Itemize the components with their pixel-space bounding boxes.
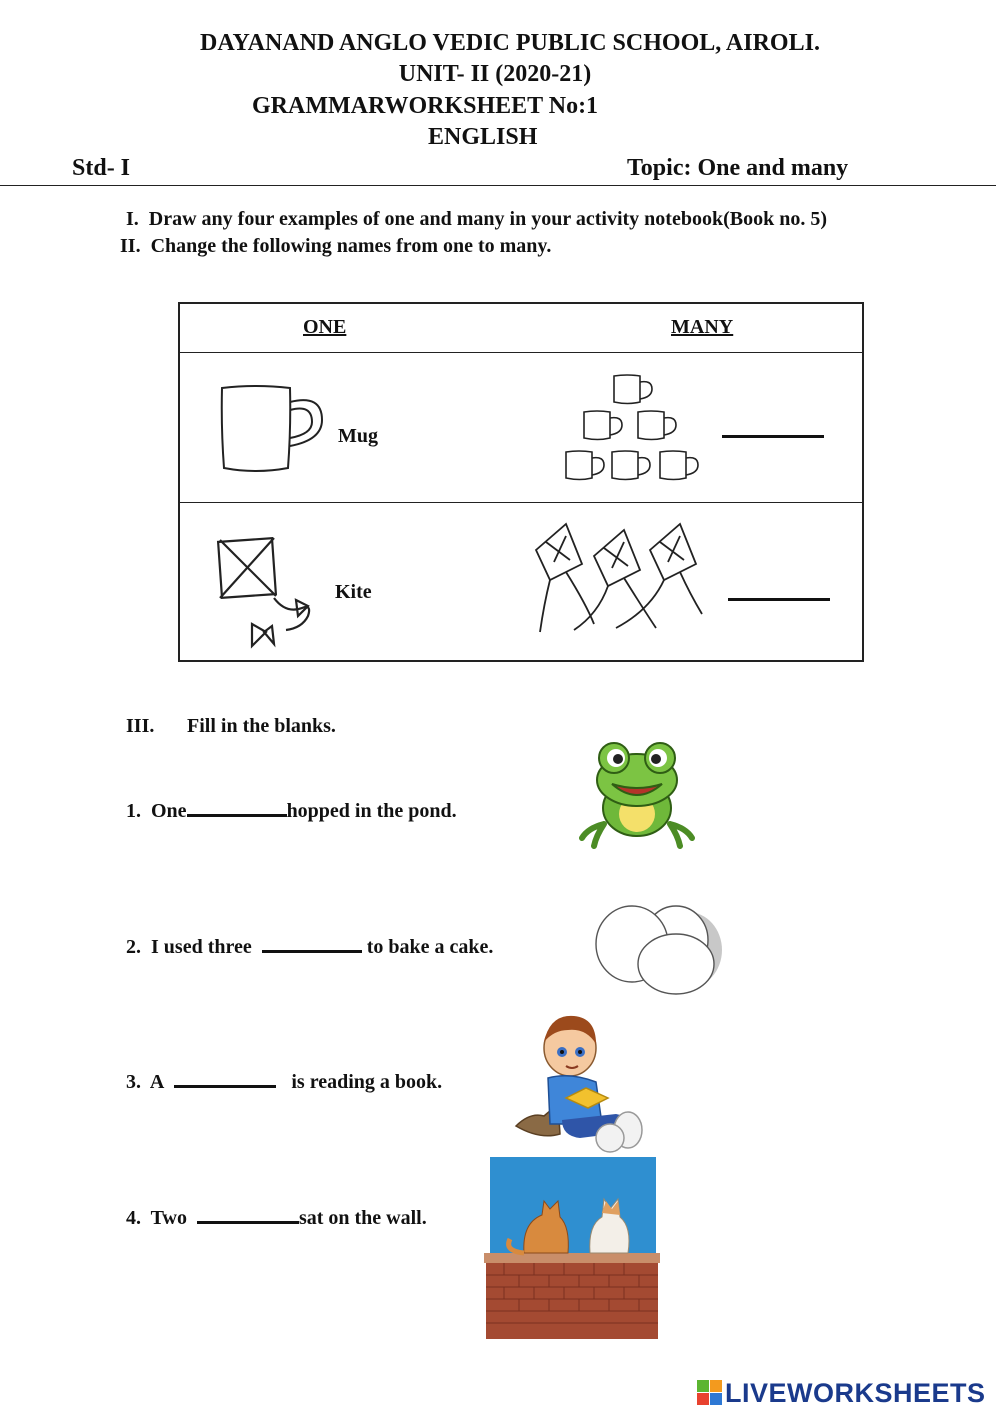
question-3-num: 3.	[126, 1071, 141, 1093]
question-2-num: 2.	[126, 936, 141, 958]
subject-label: ENGLISH	[428, 124, 538, 150]
instruction-2-text: Change the following names from one to many.	[150, 235, 552, 257]
kite-icon	[216, 536, 326, 650]
section3-num: III.	[126, 715, 155, 737]
table-header-line	[180, 352, 864, 353]
instruction-1-text: Draw any four examples of one and many in your activity notebook(Book no. 5)	[148, 208, 827, 230]
topic-label: Topic: One and many	[627, 155, 849, 181]
question-2-after: to bake a cake.	[366, 936, 494, 958]
worksheet-title: GRAMMARWORKSHEET No:1	[252, 93, 599, 119]
unit-label: UNIT- II (2020-21)	[398, 61, 592, 87]
many-kites-icon	[510, 520, 710, 642]
header-divider	[0, 185, 996, 186]
question-3-blank[interactable]	[174, 1067, 276, 1088]
question-2	[126, 932, 493, 959]
cats-on-wall-icon	[484, 1157, 660, 1339]
question-4-after: sat on the wall.	[298, 1207, 427, 1229]
col-one-header: ONE	[303, 316, 347, 338]
instruction-1	[126, 208, 827, 231]
section3-title: Fill in the blanks.	[187, 715, 336, 737]
many-mugs-icon	[564, 372, 704, 486]
question-2-before: I used three	[151, 936, 252, 958]
live-logo-icon	[697, 1380, 723, 1406]
std-label: Std- I	[72, 155, 131, 181]
table-row-divider	[180, 502, 864, 503]
question-3-after: is reading a book.	[291, 1071, 443, 1093]
liveworksheets-logo	[697, 1378, 997, 1408]
mug-answer-blank[interactable]	[722, 435, 824, 438]
boy-reading-icon	[510, 1008, 658, 1154]
eggs-icon	[592, 902, 728, 998]
brand-name: LIVEWORKSHEETS	[725, 1378, 986, 1408]
question-1-num: 1.	[126, 800, 141, 822]
question-4	[126, 1203, 427, 1230]
question-1-before: One	[151, 800, 187, 822]
question-3	[126, 1067, 442, 1094]
kite-label: Kite	[335, 581, 372, 603]
question-4-before: Two	[150, 1207, 187, 1229]
instruction-2-num: II.	[120, 235, 141, 257]
mug-label: Mug	[338, 425, 378, 447]
question-4-num: 4.	[126, 1207, 141, 1229]
school-name: DAYANAND ANGLO VEDIC PUBLIC SCHOOL, AIROLI.	[200, 30, 820, 56]
instruction-2	[120, 235, 551, 258]
instruction-1-num: I.	[126, 208, 139, 230]
one-many-table	[178, 302, 864, 662]
question-2-blank[interactable]	[262, 932, 362, 953]
kite-answer-blank[interactable]	[728, 598, 830, 601]
question-3-before: A	[149, 1071, 165, 1093]
question-1-blank[interactable]	[187, 796, 287, 817]
frog-icon	[578, 740, 696, 850]
mug-icon	[218, 382, 328, 474]
question-1-after: hopped in the pond.	[286, 800, 457, 822]
question-1	[126, 796, 457, 823]
question-4-blank[interactable]	[197, 1203, 299, 1224]
col-many-header: MANY	[671, 316, 734, 338]
